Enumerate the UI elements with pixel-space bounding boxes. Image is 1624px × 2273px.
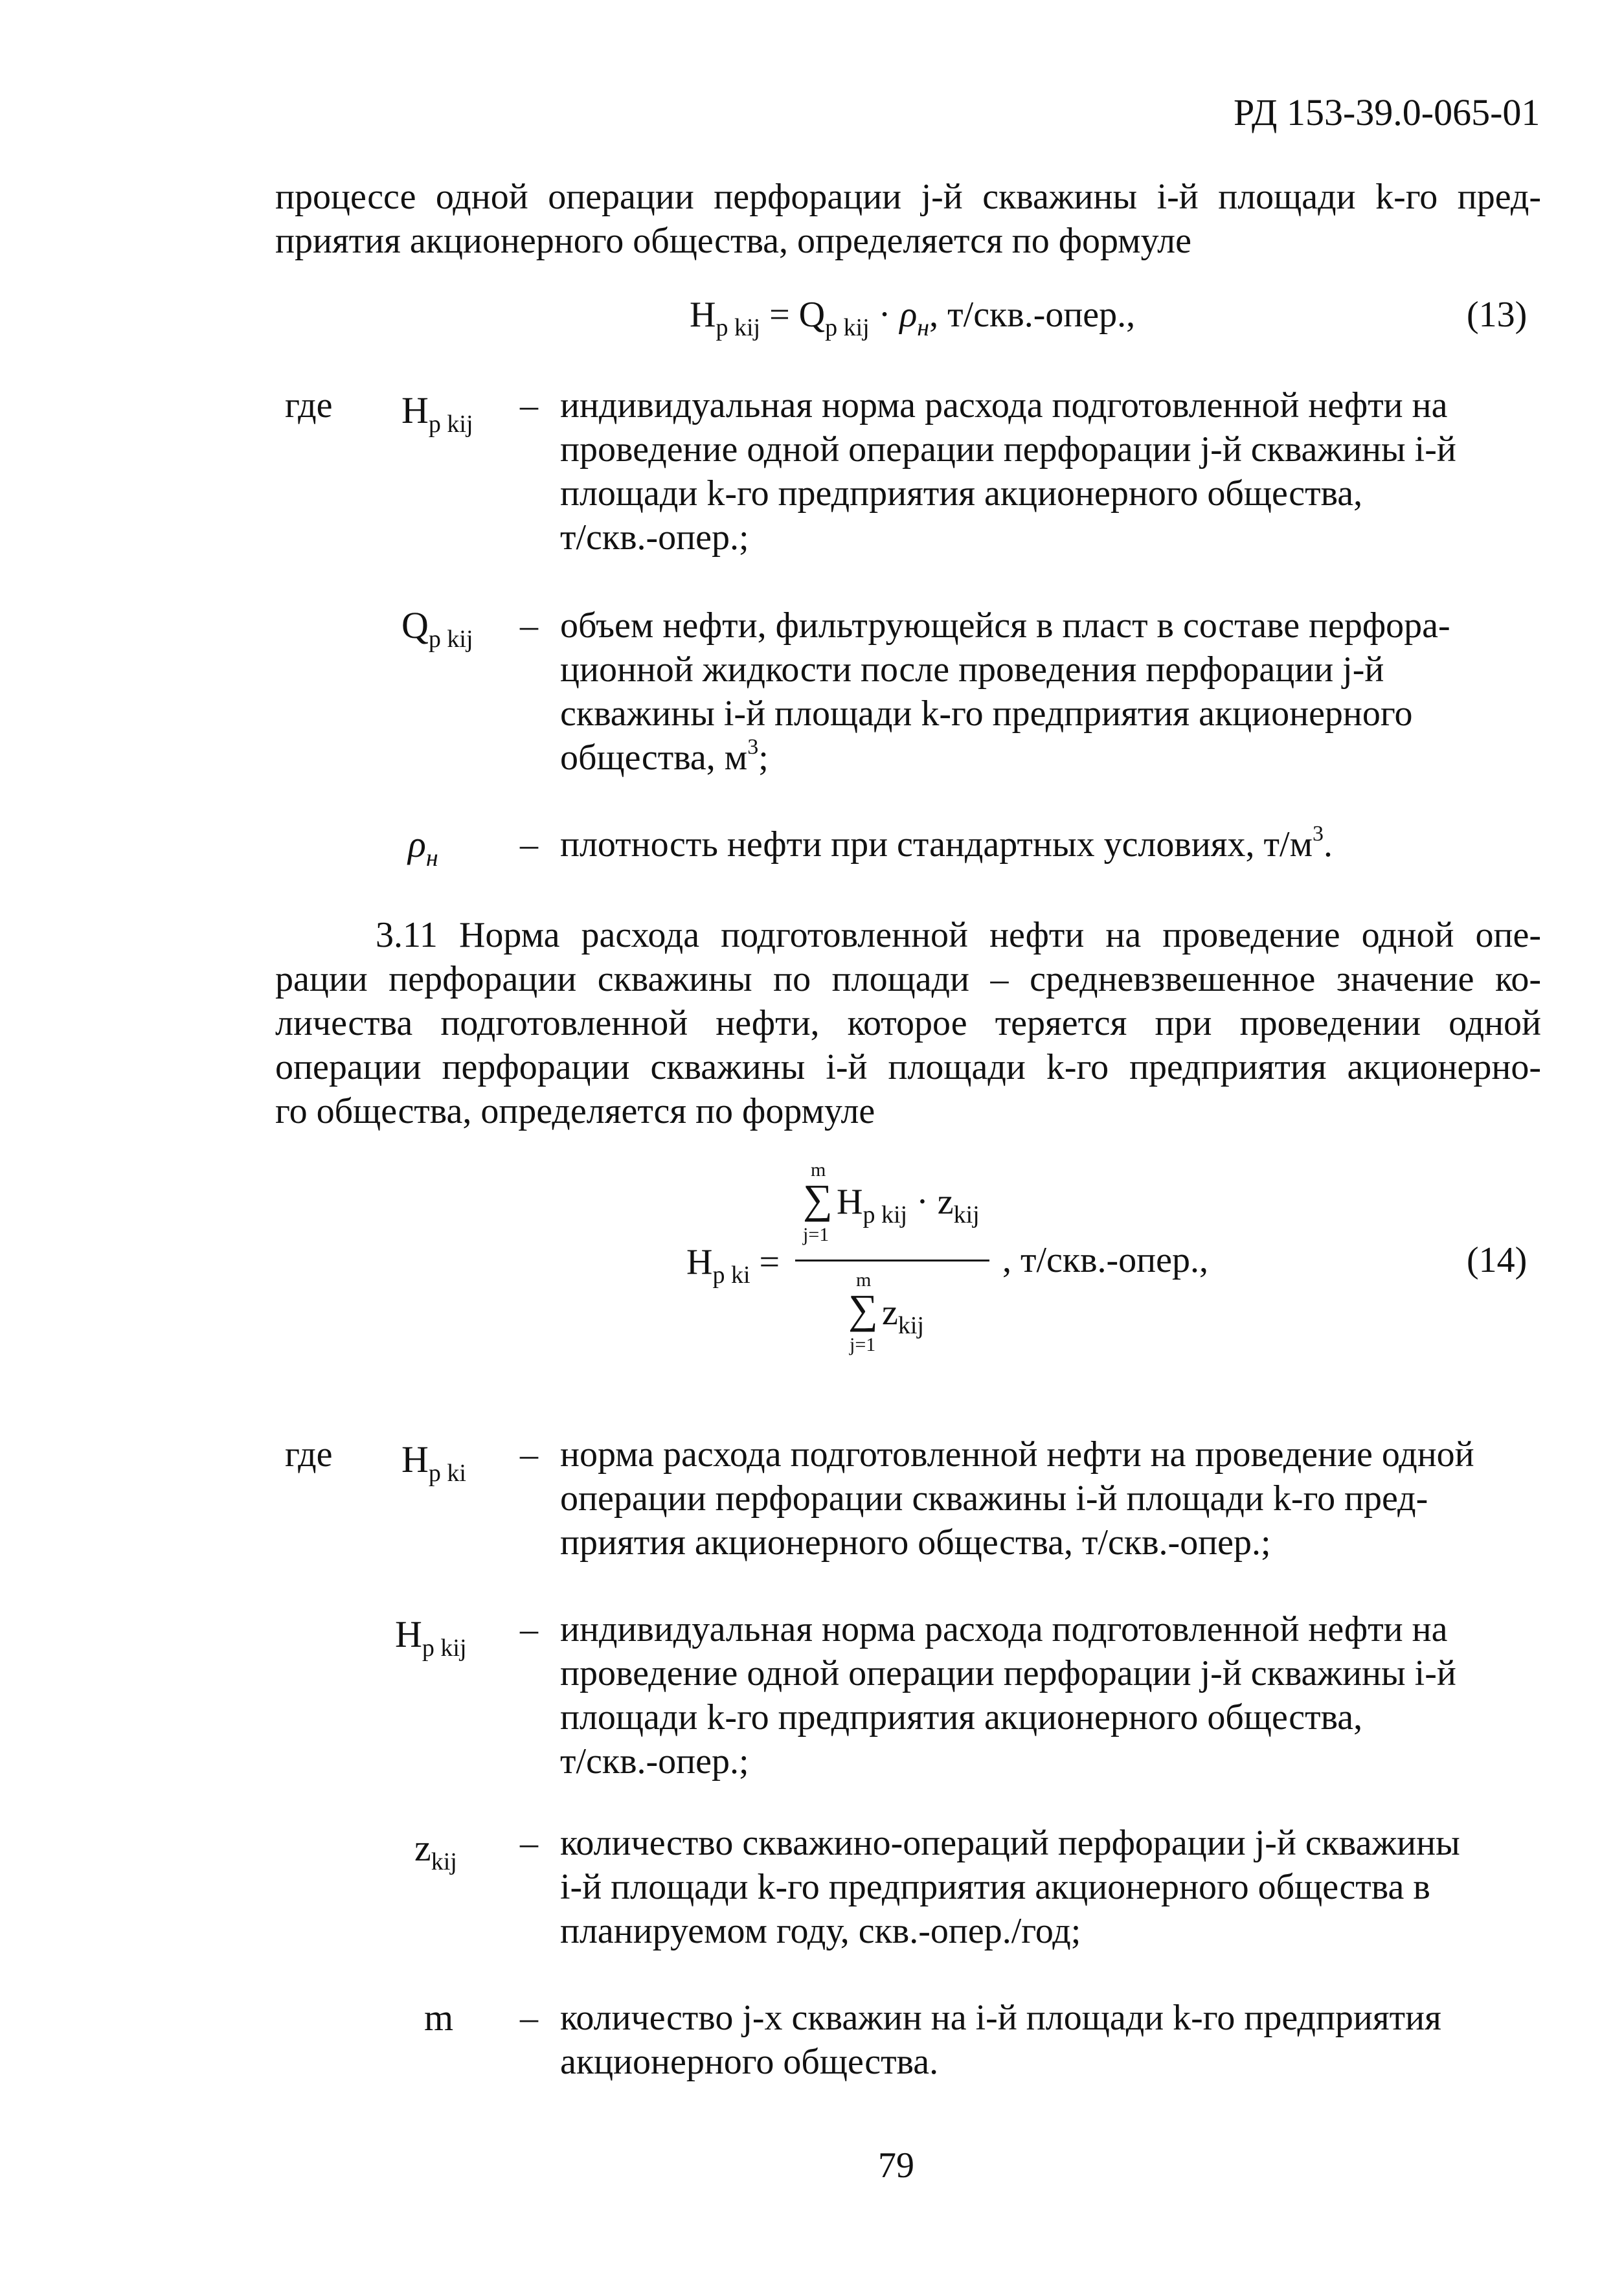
definition-dash: – bbox=[520, 385, 538, 425]
sigma-icon: ∑ bbox=[803, 1176, 833, 1222]
formula-rho-sub: н bbox=[917, 314, 930, 341]
text-line: количество j-х скважин на i-й площади k-го предприятия bbox=[560, 1998, 1441, 2038]
where-label: где bbox=[285, 1434, 333, 1475]
definition-symbol-z-kij bbox=[414, 1826, 457, 1875]
symbol-main: z bbox=[414, 1827, 431, 1869]
symbol-sub: р kij bbox=[428, 626, 473, 653]
symbol-main: H bbox=[401, 389, 429, 431]
definition-symbol-h-p-ki bbox=[401, 1438, 466, 1486]
text-line: планируемом году, скв.-опер./год; bbox=[560, 1911, 1081, 1951]
sum-lower-limit: j=1 bbox=[850, 1334, 876, 1355]
formula-lhs-sub: р ki bbox=[712, 1261, 750, 1289]
symbol-main: Q bbox=[401, 604, 429, 646]
text-line: приятия акционерного общества, т/скв.-опер.; bbox=[560, 1522, 1271, 1563]
definition-text bbox=[560, 822, 1557, 872]
definition-text bbox=[560, 1996, 1557, 2084]
equals-sign: = bbox=[769, 295, 790, 335]
definition-symbol-q-p-kij bbox=[401, 604, 473, 652]
definition-text bbox=[560, 1821, 1557, 1953]
term-z-sub: kij bbox=[897, 1312, 924, 1339]
definition-dash: – bbox=[520, 1998, 538, 2038]
formula-q: Q bbox=[798, 295, 826, 335]
formula-14-unit: , т/скв.-опер., bbox=[1002, 1240, 1209, 1280]
text-line: личества подготовленной нефти, которое теряется при проведении одной bbox=[275, 1003, 1541, 1043]
definition-dash: – bbox=[520, 605, 538, 646]
sum-upper-limit: m bbox=[811, 1159, 826, 1181]
sum-upper-limit: m bbox=[856, 1269, 872, 1291]
text-fragment: . bbox=[1324, 824, 1333, 865]
term-h: H bbox=[837, 1182, 863, 1222]
symbol-main: m bbox=[424, 1996, 454, 2039]
symbol-sub: kij bbox=[431, 1848, 457, 1875]
where-label: где bbox=[285, 385, 333, 425]
fraction-bar bbox=[795, 1260, 989, 1261]
formula-lhs: H bbox=[690, 295, 716, 335]
text-line: операции перфорации скважины i-й площади k-го пред- bbox=[560, 1478, 1428, 1519]
term-z-sub: kij bbox=[953, 1201, 980, 1228]
text-line: объем нефти, фильтрующейся в пласт в составе перфора- bbox=[560, 605, 1450, 646]
text-line: т/скв.-опер.; bbox=[560, 1741, 749, 1781]
formula-13 bbox=[690, 293, 1135, 341]
formula-rho: ρ bbox=[899, 295, 918, 335]
formula-q-sub: р kij bbox=[825, 314, 870, 341]
text-line: индивидуальная норма расхода подготовленной нефти на bbox=[560, 1609, 1448, 1649]
sum-lower-limit: j=1 bbox=[803, 1224, 829, 1245]
definition-text bbox=[560, 383, 1557, 560]
symbol-sub: н bbox=[425, 844, 438, 872]
text-line: операции перфорации скважины i-й площади k-го предприятия акционерно- bbox=[275, 1047, 1541, 1087]
text-line: количество скважино-операций перфорации j-й скважины bbox=[560, 1823, 1460, 1863]
text-line: площади k-го предприятия акционерного общества, bbox=[560, 473, 1363, 514]
text-fragment: плотность нефти при стандартных условиях, т/м bbox=[560, 824, 1313, 865]
numerator-terms bbox=[837, 1180, 980, 1228]
symbol-sub: р kij bbox=[428, 411, 473, 438]
definition-dash: – bbox=[520, 1434, 538, 1475]
paragraph-3-11 bbox=[275, 913, 1541, 1133]
text-line: го общества, определяется по формуле bbox=[275, 1091, 875, 1131]
text-line: приятия акционерного общества, определяется по формуле bbox=[275, 221, 1191, 261]
formula-lhs: H bbox=[686, 1242, 713, 1282]
text-line: ционной жидкости после проведения перфорации j-й bbox=[560, 650, 1384, 690]
formula-14-number: (14) bbox=[1467, 1240, 1528, 1280]
text-line: площади k-го предприятия акционерного общества, bbox=[560, 1697, 1363, 1737]
definition-symbol-rho-n bbox=[408, 822, 438, 871]
text-fragment: общества, м bbox=[560, 738, 748, 778]
text-line bbox=[560, 822, 1557, 872]
symbol-sub: р kij bbox=[422, 1634, 467, 1662]
text-line: проведение одной операции перфорации j-й скважины i-й bbox=[560, 429, 1456, 469]
text-line: акционерного общества. bbox=[560, 2042, 939, 2082]
text-fragment: ; bbox=[758, 738, 769, 778]
text-line: скважины i-й площади k-го предприятия акционерного bbox=[560, 694, 1413, 734]
symbol-main: H bbox=[401, 1438, 429, 1480]
document-code: РД 153-39.0-065-01 bbox=[1234, 91, 1540, 133]
definition-symbol-h-p-kij bbox=[401, 389, 473, 437]
symbol-sub: р ki bbox=[428, 1460, 466, 1487]
denominator-term bbox=[882, 1291, 924, 1339]
equals-sign: = bbox=[759, 1242, 780, 1282]
text-line: рации перфорации скважины по площади – средневзвешенное значение ко- bbox=[275, 959, 1541, 999]
symbol-main: H bbox=[395, 1613, 422, 1655]
definition-symbol-m bbox=[424, 1996, 453, 2040]
sigma-icon: ∑ bbox=[848, 1286, 878, 1332]
multiply-dot: · bbox=[878, 295, 891, 335]
text-line: i-й площади k-го предприятия акционерного общества в bbox=[560, 1867, 1430, 1907]
term-z: z bbox=[882, 1293, 898, 1333]
text-line: процессе одной операции перфорации j-й скважины i-й площади k-го пред- bbox=[275, 177, 1541, 217]
text-line: т/скв.-опер.; bbox=[560, 517, 749, 558]
definition-text bbox=[560, 604, 1557, 785]
text-line: норма расхода подготовленной нефти на проведение одной bbox=[560, 1434, 1474, 1475]
formula-14-lhs bbox=[686, 1240, 780, 1288]
definition-text bbox=[560, 1432, 1557, 1565]
definition-dash: – bbox=[520, 1609, 538, 1649]
superscript: 3 bbox=[747, 735, 759, 759]
page-number: 79 bbox=[878, 2145, 914, 2186]
superscript: 3 bbox=[1313, 822, 1324, 846]
formula-unit: , т/скв.-опер., bbox=[929, 295, 1136, 335]
paragraph-continuation bbox=[275, 175, 1541, 263]
text-line: индивидуальная норма расхода подготовленной нефти на bbox=[560, 385, 1448, 425]
formula-lhs-sub: р kij bbox=[716, 314, 761, 341]
text-line: 3.11 Норма расхода подготовленной нефти на проведение одной опе- bbox=[376, 915, 1541, 955]
definition-dash: – bbox=[520, 1823, 538, 1863]
symbol-main: ρ bbox=[408, 823, 426, 865]
formula-13-number: (13) bbox=[1467, 295, 1528, 335]
definition-dash: – bbox=[520, 824, 538, 865]
text-line bbox=[560, 736, 1557, 785]
text-line: проведение одной операции перфорации j-й скважины i-й bbox=[560, 1653, 1456, 1693]
definition-text bbox=[560, 1607, 1557, 1783]
definition-symbol-h-p-kij bbox=[395, 1612, 467, 1661]
term-z: z bbox=[937, 1182, 954, 1222]
term-h-sub: р kij bbox=[863, 1201, 908, 1228]
multiply-dot: · bbox=[916, 1182, 929, 1222]
